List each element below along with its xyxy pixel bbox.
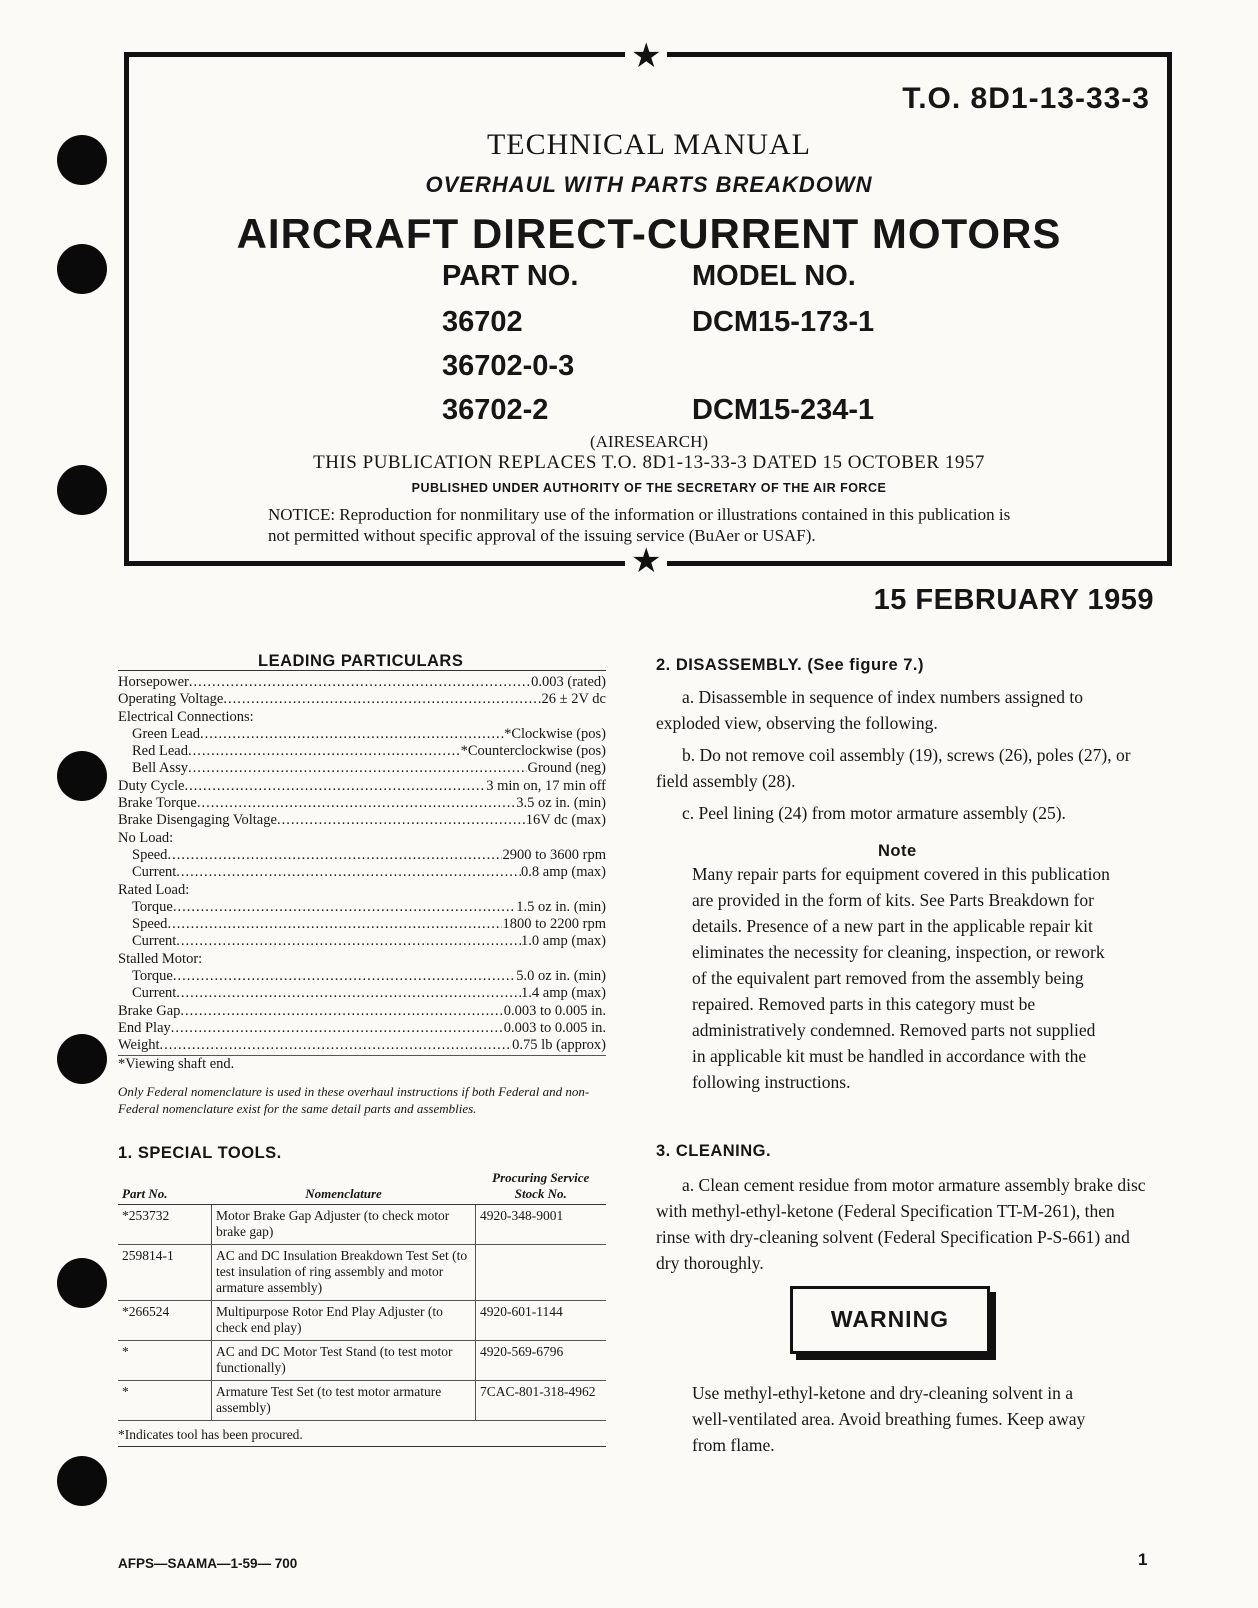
manufacturer: (AIRESEARCH) [589, 432, 709, 451]
particular-row [118, 1055, 606, 1073]
particular-label: Horsepower [118, 674, 189, 690]
cleaning-para-a: a. Clean cement residue from motor armature assembly brake disc with methyl-ethyl-ketone (Federal Specification TT-M-261), then rinse with dry-cleaning solvent (Federal Specification P-S-661) and dry thoroughly. [656, 1175, 1146, 1273]
particular-value: Ground (neg) [527, 760, 606, 777]
warning-text: Use methyl-ethyl-ketone and dry-cleaning solvent in a well-ventilated area. Avoid breathing fumes. Keep away from flame. [692, 1383, 1086, 1455]
model-no-label: MODEL NO. [692, 260, 856, 292]
particular-row [118, 951, 606, 968]
particular-row [118, 674, 606, 691]
particular-value: 0.8 amp (max) [521, 864, 606, 881]
leader-dots [188, 760, 527, 777]
part-number: 36702 [442, 306, 523, 338]
leader-dots [277, 812, 526, 829]
tools-footnote: *Indicates tool has been procured. [118, 1427, 303, 1442]
authority-statement: PUBLISHED UNDER AUTHORITY OF THE SECRETARY OF THE AIR FORCE [411, 481, 887, 495]
star-icon: ★ [625, 40, 667, 74]
note-text: Many repair parts for equipment covered in this publication are provided in the form of kits. See Parts Breakdown for details. Presence of a new part in the applicable repair kit eliminates the necessity for cleaning, inspection, or rework of the equivalent part removed from the assembly being repaired. Removed parts in this category must be administratively condemned. Removed parts not supplied in applicable kit must be handled in accordance with the following instructions. [692, 864, 1110, 1092]
binder-hole [57, 1034, 107, 1084]
leader-dots [223, 691, 541, 708]
disassembly-para-b: b. Do not remove coil assembly (19), screws (26), poles (27), or field assembly (28). [656, 745, 1131, 791]
particular-label: End Play [118, 1019, 171, 1036]
particular-label: Current [132, 864, 177, 881]
particular-label: Speed [132, 916, 168, 933]
part-number: 36702-0-3 [442, 350, 575, 382]
leading-particulars-title: LEADING PARTICULARS [258, 652, 464, 670]
particular-row [118, 916, 606, 933]
leader-dots [176, 864, 521, 881]
binder-hole [57, 1258, 107, 1308]
leader-dots [167, 847, 502, 864]
particular-row [118, 1037, 606, 1054]
tool-stock-no [476, 1245, 607, 1301]
particular-row [118, 795, 606, 812]
particular-row [118, 830, 606, 847]
page-number: 1 [1138, 1550, 1148, 1569]
note-title: Note [878, 842, 917, 860]
particular-row [118, 968, 606, 985]
particular-value: 16V dc (max) [525, 812, 606, 829]
tool-nomenclature: Motor Brake Gap Adjuster (to check motor brake gap) [212, 1205, 476, 1245]
leader-dots [200, 726, 504, 743]
cleaning-heading: 3. CLEANING. [656, 1142, 772, 1160]
particular-value: 2900 to 3600 rpm [502, 846, 606, 863]
particular-value: 3 min on, 17 min off [486, 777, 606, 794]
replaces-statement: THIS PUBLICATION REPLACES T.O. 8D1-13-33-3 DATED 15 OCTOBER 1957 [313, 452, 985, 473]
particular-label: Brake Gap [118, 1002, 181, 1019]
tool-nomenclature: Multipurpose Rotor End Play Adjuster (to check end play) [212, 1301, 476, 1341]
particular-row [118, 726, 606, 743]
binder-hole [57, 751, 107, 801]
table-row [118, 1381, 606, 1421]
particular-row [118, 778, 606, 795]
divider [118, 1446, 606, 1447]
disassembly-para-c: c. Peel lining (24) from motor armature assembly (25). [682, 803, 1066, 823]
table-row [118, 1301, 606, 1341]
particular-label: Weight [118, 1037, 160, 1054]
particular-row [118, 1003, 606, 1020]
technical-manual-label: TECHNICAL MANUAL [486, 128, 812, 161]
special-tools-table [118, 1170, 606, 1421]
tool-nomenclature: AC and DC Insulation Breakdown Test Set (to test insulation of ring assembly and motor armature assembly) [212, 1245, 476, 1301]
particular-label: Current [132, 985, 177, 1002]
particular-value: 5.0 oz in. (min) [516, 968, 606, 985]
leader-dots [197, 795, 516, 812]
tool-part-no: * [118, 1341, 212, 1381]
particular-row [118, 882, 606, 899]
tool-part-no: 259814-1 [118, 1245, 212, 1301]
leader-dots [176, 985, 521, 1002]
part-no-label: PART NO. [442, 260, 579, 292]
particular-label: Torque [132, 898, 173, 915]
manual-subtitle: OVERHAUL WITH PARTS BREAKDOWN [425, 172, 873, 197]
leader-dots [167, 916, 502, 933]
tool-stock-no: 4920-348-9001 [476, 1205, 607, 1245]
star-icon: ★ [625, 545, 667, 579]
print-code: AFPS—SAAMA—1-59— 700 [118, 1556, 298, 1571]
particular-label: No Load: [118, 829, 174, 846]
particular-value: *Clockwise (pos) [504, 725, 606, 742]
particular-value: 1.0 amp (max) [521, 933, 606, 950]
particular-label: Stalled Motor: [118, 950, 203, 967]
particular-value: 0.003 (rated) [531, 674, 606, 690]
particular-label: Red Lead [132, 743, 188, 760]
disassembly-heading: 2. DISASSEMBLY. (See figure 7.) [656, 656, 924, 674]
particular-label: Current [132, 933, 177, 950]
model-number: DCM15-173-1 [692, 306, 875, 338]
particular-row [118, 985, 606, 1002]
leader-dots [160, 1037, 513, 1054]
special-tools-heading: 1. SPECIAL TOOLS. [118, 1144, 282, 1162]
particular-value: 3.5 oz in. (min) [516, 795, 606, 812]
manual-title: AIRCRAFT DIRECT-CURRENT MOTORS [236, 210, 1062, 257]
tool-nomenclature: Armature Test Set (to test motor armature assembly) [212, 1381, 476, 1421]
binder-hole [57, 1456, 107, 1506]
particular-label: Duty Cycle [118, 777, 185, 794]
particular-value: *Counterclockwise (pos) [460, 743, 606, 760]
particular-row [118, 709, 606, 726]
leader-dots [173, 899, 516, 916]
particular-value: 0.75 lb (approx) [512, 1037, 606, 1054]
publication-date: 15 FEBRUARY 1959 [873, 584, 1154, 616]
warning-box: WARNING [790, 1286, 990, 1354]
particular-row [118, 743, 606, 760]
leader-dots [184, 778, 486, 795]
model-number: DCM15-234-1 [692, 394, 875, 426]
particular-row [118, 933, 606, 950]
col-stock-line: Procuring Service [492, 1170, 590, 1185]
tool-stock-no: 4920-569-6796 [476, 1341, 607, 1381]
col-stock-line: Stock No. [514, 1186, 567, 1201]
notice-text: NOTICE: Reproduction for nonmilitary use of the information or illustrations contained in this publication is not permitted without specific approval of the issuing service (BuAer or USAF). [268, 505, 1011, 545]
particular-row [118, 691, 606, 708]
table-row [118, 1245, 606, 1301]
to-number: T.O. 8D1-13-33-3 [902, 82, 1150, 115]
leader-dots [173, 968, 516, 985]
particular-value: 0.003 to 0.005 in. [503, 1019, 606, 1036]
leader-dots [180, 1003, 503, 1020]
nomenclature-note: Only Federal nomenclature is used in these overhaul instructions if both Federal and non-Federal nomenclature exist for the same detail parts and assemblies. [118, 1084, 590, 1116]
particular-row [118, 864, 606, 881]
particular-row [118, 1020, 606, 1037]
tool-stock-no: 7CAC-801-318-4962 [476, 1381, 607, 1421]
particular-row [118, 760, 606, 777]
col-part-no: Part No. [118, 1170, 212, 1205]
particular-row [118, 899, 606, 916]
part-number: 36702-2 [442, 394, 549, 426]
tool-stock-no: 4920-601-1144 [476, 1301, 607, 1341]
table-row [118, 1205, 606, 1245]
particular-label: Bell Assy [132, 760, 188, 777]
particular-label: Green Lead [132, 725, 201, 742]
particular-label: *Viewing shaft end. [118, 1055, 235, 1072]
particular-label: Operating Voltage [118, 691, 224, 708]
divider [118, 670, 606, 671]
table-row [118, 1341, 606, 1381]
particular-value: 26 ± 2V dc [541, 691, 606, 708]
particular-label: Torque [132, 968, 173, 985]
leader-dots [171, 1020, 504, 1037]
particular-label: Brake Disengaging Voltage [118, 812, 277, 829]
leader-dots [188, 743, 461, 760]
particular-value: 1800 to 2200 rpm [502, 916, 606, 933]
particular-value: 1.4 amp (max) [521, 985, 606, 1002]
col-nomenclature: Nomenclature [212, 1170, 476, 1205]
particular-label: Electrical Connections: [118, 708, 254, 725]
disassembly-para-a: a. Disassemble in sequence of index numbers assigned to exploded view, observing the following. [656, 687, 1083, 733]
tool-nomenclature: AC and DC Motor Test Stand (to test motor functionally) [212, 1341, 476, 1381]
leader-dots [189, 674, 531, 691]
particular-label: Speed [132, 846, 168, 863]
tool-part-no: * [118, 1381, 212, 1421]
particular-label: Rated Load: [118, 881, 190, 898]
particular-row [118, 812, 606, 829]
particular-label: Brake Torque [118, 795, 197, 812]
leading-particulars-list [118, 674, 606, 1073]
leader-dots [176, 933, 521, 950]
particular-row [118, 847, 606, 864]
tool-part-no: *266524 [118, 1301, 212, 1341]
col-stock-no [476, 1170, 607, 1205]
particular-value: 0.003 to 0.005 in. [503, 1002, 606, 1019]
tool-part-no: *253732 [118, 1205, 212, 1245]
particular-value: 1.5 oz in. (min) [516, 898, 606, 915]
